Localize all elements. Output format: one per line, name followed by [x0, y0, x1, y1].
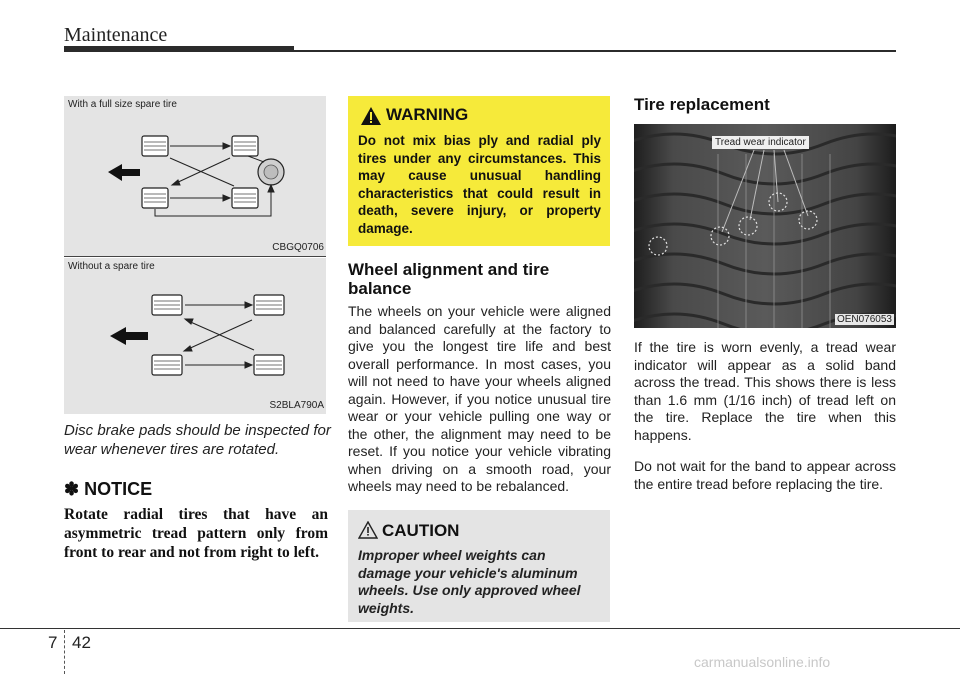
tread-wear-indicator-label: Tread wear indicator — [712, 136, 809, 149]
caution-triangle-icon — [358, 521, 378, 539]
front-direction-arrow — [108, 164, 140, 181]
warning-body: Do not mix bias ply and radial ply tires under any circumstances. This may cause unusual handling characteristics that could result in death, severe injury, or property damage. — [358, 133, 601, 236]
header-rule-thin — [294, 50, 896, 52]
replacement-para-2: Do not wait for the band to appear across the entire tread before replacing the tire. — [634, 458, 896, 492]
caution-box — [348, 510, 610, 622]
front-direction-arrow — [110, 327, 148, 345]
figure-code: S2BLA790A — [269, 400, 324, 411]
alignment-heading: Wheel alignment and tire balance — [348, 260, 550, 298]
warning-heading: WARNING — [386, 105, 469, 124]
page-number: 42 — [72, 633, 91, 652]
footer-rule — [0, 628, 960, 629]
caution-body: Improper wheel weights can damage your vehicle's aluminum wheels. Use only approved wheel weights. — [358, 547, 581, 616]
figure-caption: Disc brake pads should be inspected for wear whenever tires are rotated. — [64, 422, 331, 458]
header-rule-thick — [64, 46, 294, 52]
tire-tread-image — [634, 124, 896, 328]
rotation-figure-no-spare — [64, 258, 326, 414]
rotation-diagram-full-spare — [64, 96, 326, 256]
tire-tread-photo — [634, 124, 896, 328]
rotation-diagram-no-spare — [64, 258, 326, 414]
figure-divider — [64, 256, 326, 257]
replacement-para-1: If the tire is worn evenly, a tread wear indicator will appear as a solid band across the tread. This shows there is less than 1.6 mm (1/16 inch) of tread left on the tire. Replace the tire when this happens. — [634, 339, 896, 443]
alignment-body: The wheels on your vehicle were aligned and balanced carefully at the factory to give you the longest tire life and best overall performance. In most cases, you will not need to have your wheels aligned again. However, if you notice unusual tire wear or your vehicle pulling one way or the other, the alignment may need to be reset. If you notice your vehicle vibrating when driving on a smooth road, your wheels may need to be rebalanced. — [348, 303, 611, 494]
notice-heading: ✽ NOTICE — [64, 479, 153, 499]
notice-body: Rotate radial tires that have an asymmetric tread pattern only from front to rear and not from right to left. — [64, 506, 328, 561]
warning-box — [348, 96, 610, 246]
footer-divider — [64, 630, 65, 674]
warning-triangle-icon — [360, 106, 382, 126]
page-header-title: Maintenance — [64, 24, 168, 46]
replacement-heading: Tire replacement — [634, 95, 770, 114]
figure-label: Without a spare tire — [68, 261, 155, 272]
watermark-text: carmanualsonline.info — [694, 654, 831, 670]
figure-code: OEN076053 — [836, 314, 892, 325]
figure-label: With a full size spare tire — [68, 99, 177, 110]
rotation-figure-full-spare — [64, 96, 326, 256]
caution-heading: CAUTION — [382, 521, 460, 540]
figure-code: CBGQ0706 — [272, 242, 324, 253]
section-number: 7 — [48, 633, 58, 652]
